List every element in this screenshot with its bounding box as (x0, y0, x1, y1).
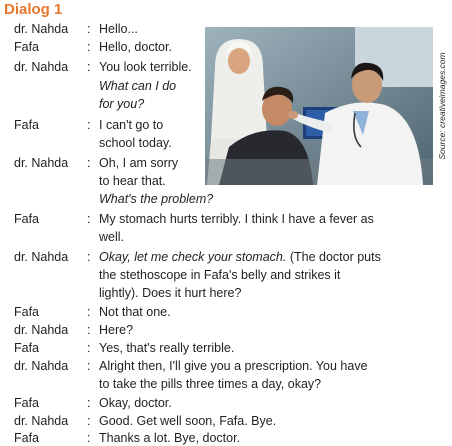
speaker-label: dr. Nahda (14, 323, 69, 337)
dialog-line: Hello... (99, 22, 138, 36)
colon: : (87, 212, 91, 226)
dialog-line: You look terrible. (99, 60, 192, 74)
dialog-line-continued: for you? (99, 97, 145, 111)
colon: : (87, 305, 91, 319)
colon: : (87, 431, 91, 445)
speaker-label: Fafa (14, 212, 40, 226)
dialog-line: My stomach hurts terribly. I think I have a fever as (99, 212, 374, 226)
dialog-line-normal-part: (The doctor puts (286, 250, 381, 264)
speaker-label: Fafa (14, 341, 40, 355)
dialog-line-continued: to hear that. (99, 174, 166, 188)
dialog-line: Here? (99, 323, 134, 337)
speaker-label: Fafa (14, 118, 40, 132)
colon: : (87, 341, 91, 355)
speaker-label: dr. Nahda (14, 60, 69, 74)
colon: : (87, 118, 91, 132)
source-credit-text: Source: creativeimages.com (437, 52, 447, 160)
colon: : (87, 359, 91, 373)
colon: : (87, 414, 91, 428)
dialog-line: Hello, doctor. (99, 40, 172, 54)
speaker-label: dr. Nahda (14, 359, 69, 373)
colon: : (87, 40, 91, 54)
photo-source-credit (433, 27, 451, 185)
colon: : (87, 22, 91, 36)
dialog-line-continued: to take the pills three times a day, okay? (99, 377, 322, 391)
colon: : (87, 396, 91, 410)
speaker-label: Fafa (14, 305, 40, 319)
colon: : (87, 60, 91, 74)
speaker-label: Fafa (14, 396, 40, 410)
speaker-label: dr. Nahda (14, 156, 69, 170)
dialog-line: Oh, I am sorry (99, 156, 179, 170)
dialog-line: Thanks a lot. Bye, doctor. (99, 431, 241, 445)
dialog-line-continued: lightly). Does it hurt here? (99, 286, 242, 300)
speaker-label: dr. Nahda (14, 250, 69, 264)
dialog-line (99, 249, 381, 265)
speaker-label: dr. Nahda (14, 414, 69, 428)
colon: : (87, 156, 91, 170)
speaker-label: Fafa (14, 40, 40, 54)
dialog-line-continued: the stethoscope in Fafa's belly and strikes it (99, 268, 341, 282)
speaker-label: dr. Nahda (14, 22, 69, 36)
colon: : (87, 250, 91, 264)
dialog-line: I can't go to (99, 118, 164, 132)
dialog-title: Dialog 1 (4, 1, 63, 18)
doctor-patient-photo (205, 27, 433, 185)
colon: : (87, 323, 91, 337)
dialog-line-continued: What can I do (99, 79, 177, 93)
dialog-line-continued: school today. (99, 136, 172, 150)
dialog-line-continued: well. (99, 230, 125, 244)
dialog-line: Good. Get well soon, Fafa. Bye. (99, 414, 277, 428)
dialog-line-continued: What's the problem? (99, 192, 214, 206)
dialog-line-italic-part: Okay, let me check your stomach. (99, 250, 287, 264)
dialog-line: Not that one. (99, 305, 171, 319)
speaker-label: Fafa (14, 431, 40, 445)
dialog-line: Alright then, I'll give you a prescription. You have (99, 359, 368, 373)
dialog-line: Yes, that's really terrible. (99, 341, 235, 355)
dialog-line: Okay, doctor. (99, 396, 172, 410)
